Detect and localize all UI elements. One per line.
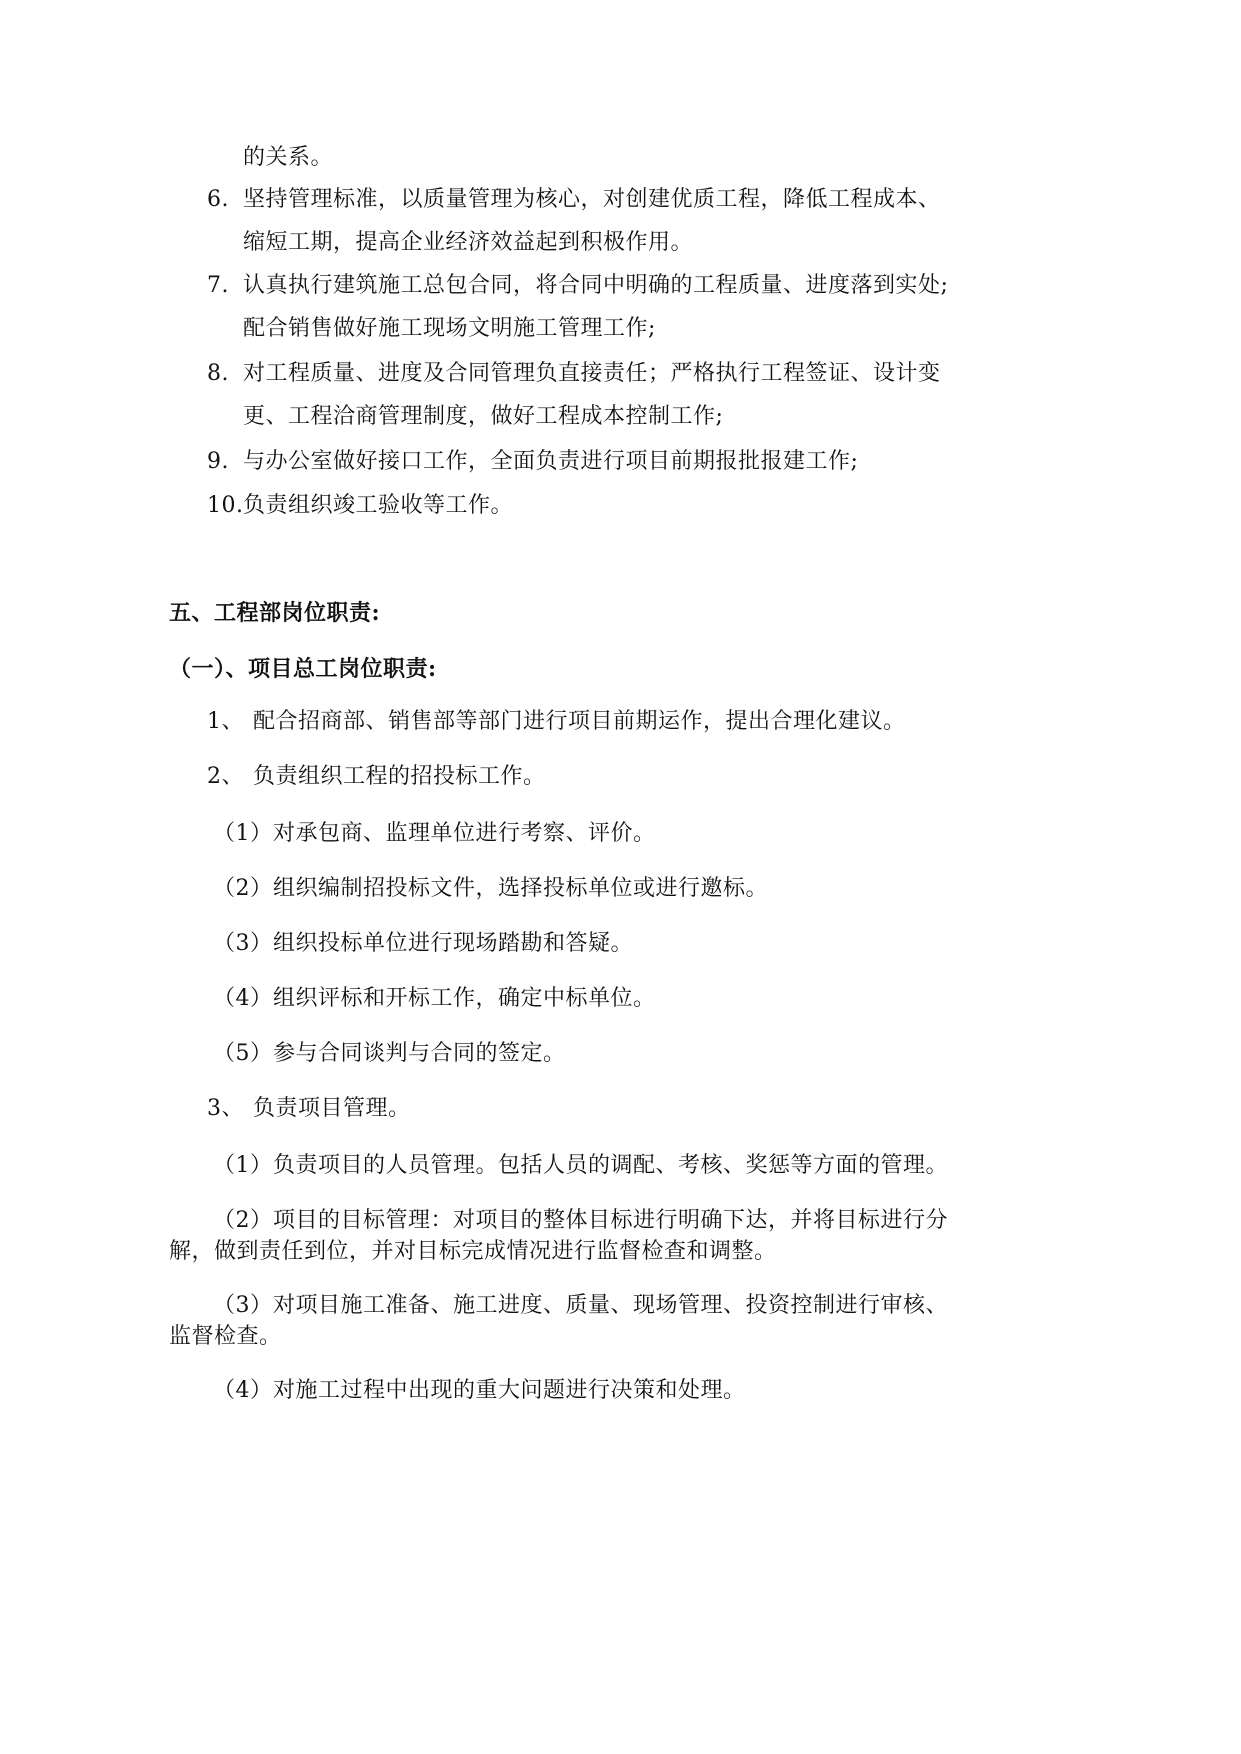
list-item (207, 185, 941, 215)
list-item-text: 负责组织竣工验收等工作。 (243, 493, 514, 518)
list-item-text: 参与合同谈判与合同的签定。 (273, 1041, 566, 1066)
list-continuation: 的关系。 (243, 145, 334, 170)
list-item-number: 1、 (207, 709, 244, 734)
list-item (213, 929, 633, 959)
list-item-number: 10. (207, 493, 244, 518)
sub-heading: （一）、项目总工岗位职责: (169, 656, 437, 682)
list-item-number: （1） (213, 821, 273, 846)
list-item (207, 707, 906, 737)
list-item-text: 配合招商部、销售部等部门进行项目前期运作，提出合理化建议。 (253, 709, 906, 734)
list-item-text: 认真执行建筑施工总包合同，将合同中明确的工程质量、进度落到实处; (243, 273, 949, 298)
list-item (207, 762, 546, 792)
list-item-text: 组织编制招投标文件，选择投标单位或进行邀标。 (273, 876, 769, 901)
list-item-number: 8. (207, 361, 229, 386)
list-item-text: 项目的目标管理：对项目的整体目标进行明确下达，并将目标进行分 (273, 1208, 949, 1233)
list-item-text: 组织投标单位进行现场踏勘和答疑。 (273, 931, 634, 956)
list-item (213, 819, 656, 849)
list-item-number: （3） (213, 1293, 273, 1318)
list-item (213, 874, 768, 904)
list-item (213, 1376, 746, 1406)
list-item (213, 1151, 948, 1181)
list-item-number: 2、 (207, 764, 244, 789)
list-item-continuation: 解，做到责任到位，并对目标完成情况进行监督检查和调整。 (169, 1239, 777, 1264)
list-item-number: 9. (207, 449, 229, 474)
list-item-continuation: 配合销售做好施工现场文明施工管理工作; (243, 316, 656, 341)
list-item-number: （2） (213, 1208, 273, 1233)
list-item-number: （1） (213, 1153, 273, 1178)
list-item-number: （5） (213, 1041, 273, 1066)
list-item-text: 对项目施工准备、施工进度、质量、现场管理、投资控制进行审核、 (273, 1293, 949, 1318)
list-item-number: 3、 (207, 1096, 244, 1121)
list-item-text: 负责项目管理。 (253, 1096, 411, 1121)
list-item (207, 359, 941, 389)
list-item-text: 对承包商、监理单位进行考察、评价。 (273, 821, 656, 846)
list-item-text: 负责组织工程的招投标工作。 (253, 764, 546, 789)
list-item (213, 1039, 566, 1069)
list-item-text: 对施工过程中出现的重大问题进行决策和处理。 (273, 1378, 746, 1403)
list-item (207, 1094, 411, 1124)
list-item-number: （3） (213, 931, 273, 956)
list-item (207, 271, 948, 301)
list-item-text: 负责项目的人员管理。包括人员的调配、考核、奖惩等方面的管理。 (273, 1153, 949, 1178)
list-item-text: 与办公室做好接口工作，全面负责进行项目前期报批报建工作; (243, 449, 859, 474)
list-item-text: 坚持管理标准，以质量管理为核心，对创建优质工程，降低工程成本、 (243, 187, 941, 212)
list-item-number: 6. (207, 187, 229, 212)
list-item-number: 7. (207, 273, 229, 298)
list-item-continuation: 监督检查。 (169, 1324, 282, 1349)
section-heading: 五、工程部岗位职责: (169, 600, 381, 626)
list-item-number: （2） (213, 876, 273, 901)
list-item (213, 1206, 948, 1236)
list-item (207, 447, 858, 477)
list-item (213, 984, 656, 1014)
list-item-text: 组织评标和开标工作，确定中标单位。 (273, 986, 656, 1011)
list-item (213, 1291, 948, 1321)
list-item-continuation: 缩短工期，提高企业经济效益起到积极作用。 (243, 230, 694, 255)
list-item-text: 对工程质量、进度及合同管理负直接责任；严格执行工程签证、设计变 (243, 361, 941, 386)
list-item-number: （4） (213, 986, 273, 1011)
list-item-number: （4） (213, 1378, 273, 1403)
list-item (207, 491, 513, 521)
list-item-continuation: 更、工程洽商管理制度，做好工程成本控制工作; (243, 404, 724, 429)
